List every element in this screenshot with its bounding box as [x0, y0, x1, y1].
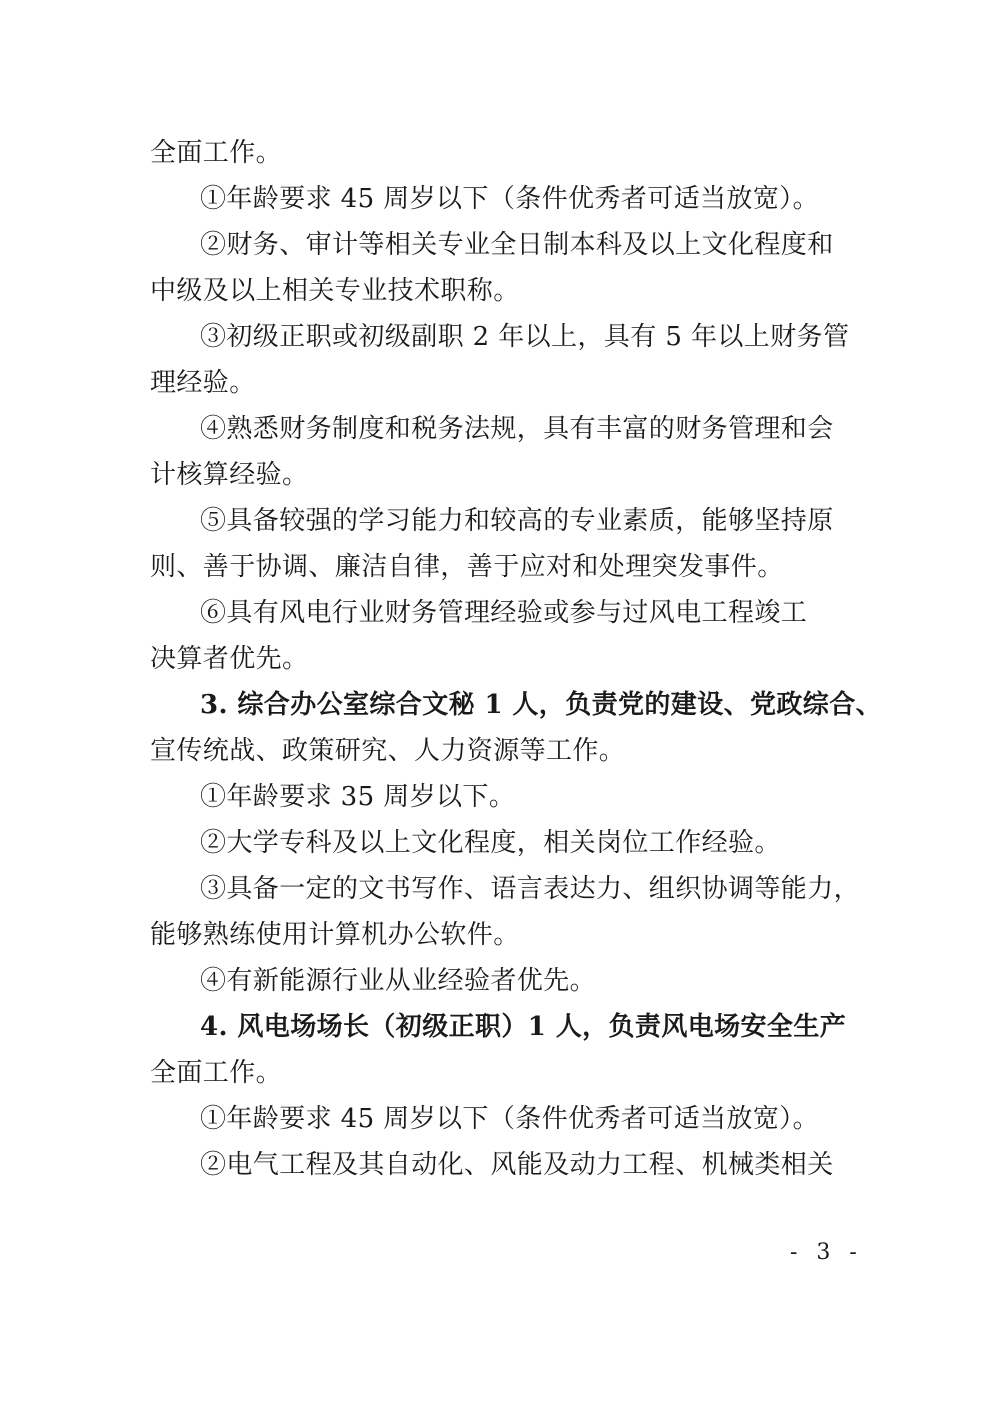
requirement-ability: ⑤具备较强的学习能力和较高的专业素质，能够坚持原	[200, 506, 834, 536]
requirement-preference-cont: 决算者优先。	[150, 644, 309, 674]
position-3-education: ②大学专科及以上文化程度，相关岗位工作经验。	[200, 828, 781, 858]
requirement-knowledge: ④熟悉财务制度和税务法规，具有丰富的财务管理和会	[200, 414, 834, 444]
requirement-ability-cont: 则、善于协调、廉洁自律，善于应对和处理突发事件。	[150, 552, 784, 582]
requirement-experience-cont: 理经验。	[150, 368, 256, 398]
position-4-heading: 4. 风电场场长（初级正职）1 人，负责风电场安全生产	[200, 1012, 847, 1042]
requirement-preference: ⑥具有风电行业财务管理经验或参与过风电工程竣工	[200, 598, 808, 628]
requirement-age: ①年龄要求 45 周岁以下（条件优秀者可适当放宽）。	[200, 184, 820, 214]
position-4-heading-cont: 全面工作。	[150, 1058, 283, 1088]
position-3-ability-cont: 能够熟练使用计算机办公软件。	[150, 920, 520, 950]
position-3-preference: ④有新能源行业从业经验者优先。	[200, 966, 597, 996]
continuation-line: 全面工作。	[150, 138, 283, 168]
position-4-age: ①年龄要求 45 周岁以下（条件优秀者可适当放宽）。	[200, 1104, 820, 1134]
requirement-experience: ③初级正职或初级副职 2 年以上，具有 5 年以上财务管	[200, 322, 850, 352]
page-number: - 3 -	[790, 1240, 863, 1265]
position-3-ability: ③具备一定的文书写作、语言表达力、组织协调等能力，	[200, 874, 861, 904]
position-3-heading-cont: 宣传统战、政策研究、人力资源等工作。	[150, 736, 626, 766]
position-3-heading: 3. 综合办公室综合文秘 1 人，负责党的建设、党政综合、	[200, 690, 882, 720]
requirement-knowledge-cont: 计核算经验。	[150, 460, 309, 490]
requirement-education: ②财务、审计等相关专业全日制本科及以上文化程度和	[200, 230, 834, 260]
requirement-education-cont: 中级及以上相关专业技术职称。	[150, 276, 520, 306]
position-4-education: ②电气工程及其自动化、风能及动力工程、机械类相关	[200, 1150, 834, 1180]
position-3-age: ①年龄要求 35 周岁以下。	[200, 782, 516, 812]
